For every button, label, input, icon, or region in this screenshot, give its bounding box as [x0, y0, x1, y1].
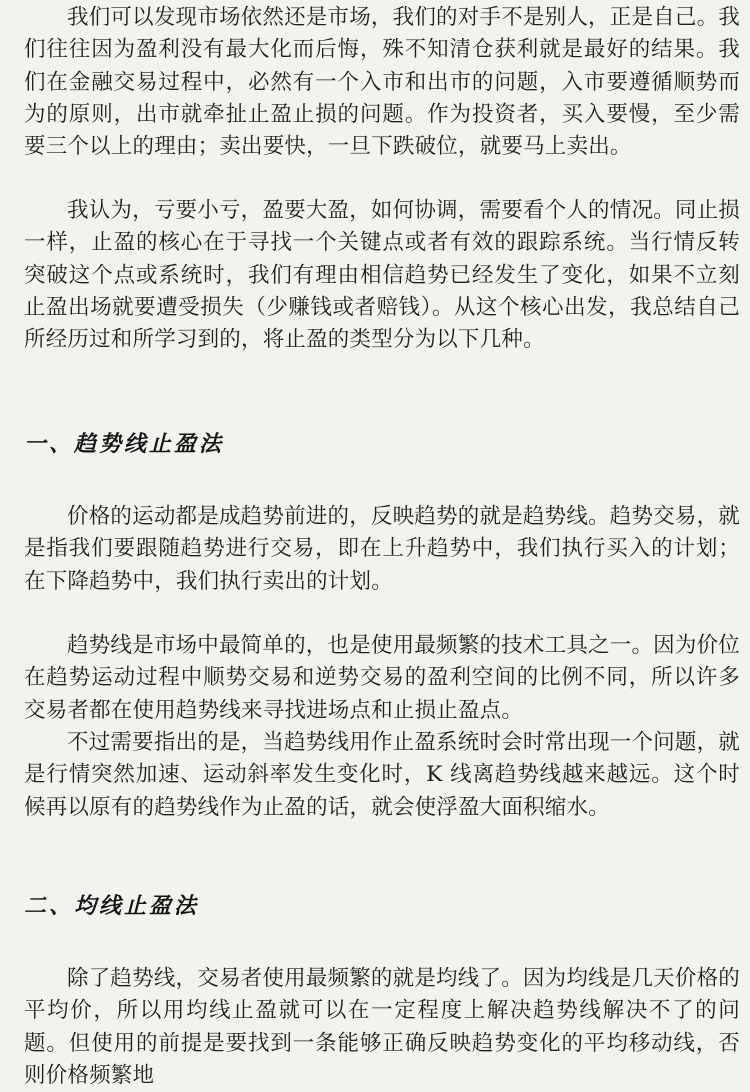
intro-paragraph-2: 我认为，亏要小亏，盈要大盈，如何协调，需要看个人的情况。同止损一样，止盈的核心在于寻找一个关键点或者有效的跟踪系统。当行情反转突破这个点或系统时，我们有理由相信趋势已经发生了变化，如果不立刻止盈出场就要遭受损失（少赚钱或者赔钱）。从这个核心出发，我总结自己所经历过和所学习到的，将止盈的类型分为以下几种。: [24, 198, 740, 353]
trendline-paragraph-3: 不过需要指出的是，当趋势线用作止盈系统时会时常出现一个问题，就是行情突然加速、运动斜率发生变化时，K 线离趋势线越来越远。这个时候再以原有的趋势线作为止盈的话，就会使浮盈大面积缩水。: [24, 730, 740, 820]
moving-average-paragraph-1: 除了趋势线，交易者使用最频繁的就是均线了。因为均线是几天价格的平均价，所以用均线止盈就可以在一定程度上解决趋势线解决不了的问题。但使用的前提是要找到一条能够正确反映趋势变化的平均移动线，否则价格频繁地: [24, 966, 740, 1088]
trendline-paragraph-2: 趋势线是市场中最简单的，也是使用最频繁的技术工具之一。因为价位在趋势运动过程中顺势交易和逆势交易的盈利空间的比例不同，所以许多交易者都在使用趋势线来寻找进场点和止损止盈点。: [24, 633, 740, 723]
section-heading-trendline: 一、趋势线止盈法: [24, 432, 225, 457]
section-heading-moving-average: 二、均线止盈法: [24, 894, 200, 919]
trendline-paragraph-1: 价格的运动都是成趋势前进的，反映趋势的就是趋势线。趋势交易，就是指我们要跟随趋势进行交易，即在上升趋势中，我们执行买入的计划；在下降趋势中，我们执行卖出的计划。: [24, 504, 740, 594]
intro-paragraph-1: 我们可以发现市场依然还是市场，我们的对手不是别人，正是自己。我们往往因为盈利没有最大化而后悔，殊不知清仓获利就是最好的结果。我们在金融交易过程中，必然有一个入市和出市的问题，入市要遵循顺势而为的原则，出市就牵扯止盈止损的问题。作为投资者，买入要慢，至少需要三个以上的理由；卖出要快，一旦下跌破位，就要马上卖出。: [24, 5, 740, 160]
